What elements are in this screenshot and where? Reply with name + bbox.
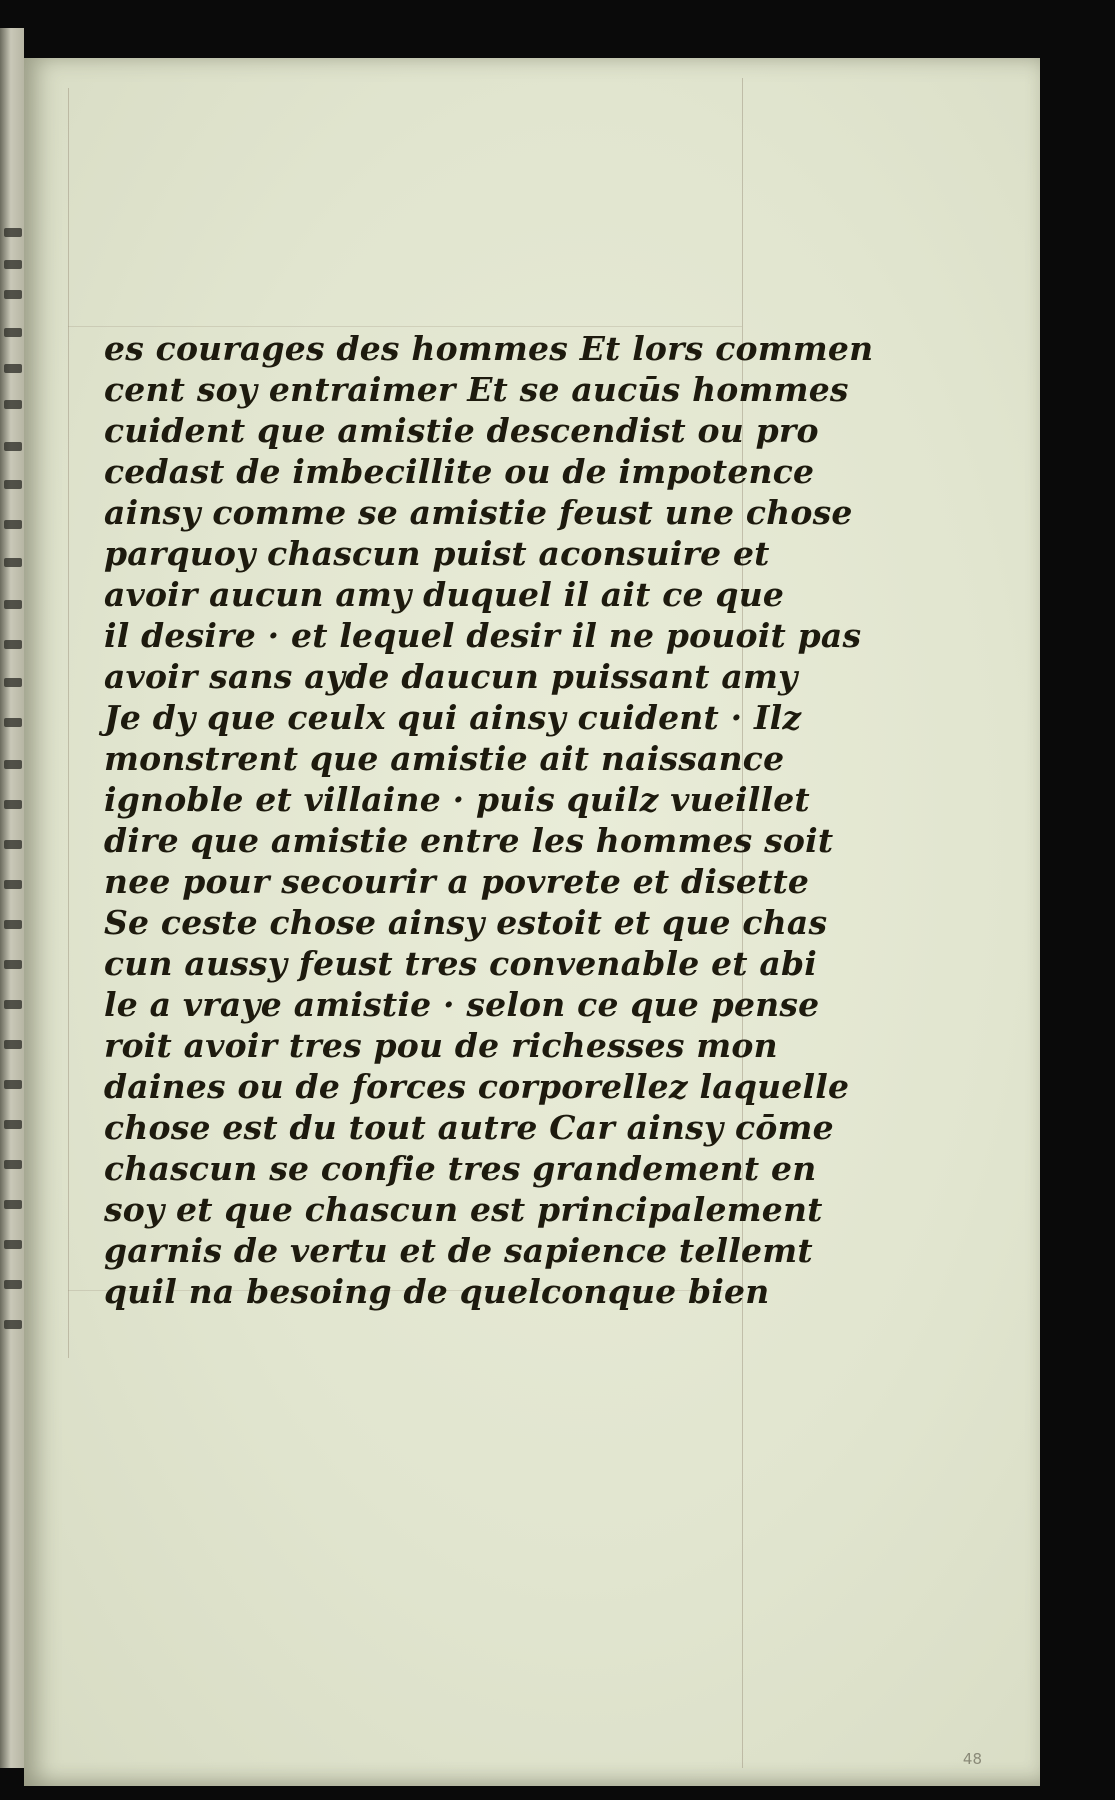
text-line: dire que amistie entre les hommes soit [104, 821, 834, 860]
text-line: chascun se confie tres grandement en [104, 1149, 817, 1188]
text-line: Se ceste chose ainsy estoit et que chas [104, 903, 828, 942]
text-line: cuident que amistie descendist ou pro [104, 411, 819, 450]
text-line: avoir sans ayde daucun puissant amy [104, 657, 798, 696]
folio-number: 48 [962, 1750, 982, 1768]
left-ruling-line [68, 88, 69, 1358]
text-line: es courages des hommes Et lors commen [104, 329, 874, 368]
top-ruling-line [68, 326, 742, 327]
facing-page-edge [0, 28, 24, 1768]
text-line: cedast de imbecillite ou de impotence [104, 452, 815, 491]
text-line: roit avoir tres pou de richesses mon [104, 1026, 778, 1065]
text-line: ignoble et villaine · puis quilz vueillet [104, 780, 810, 819]
text-line: garnis de vertu et de sapience tellemt [104, 1231, 813, 1270]
text-line: quil na besoing de quelconque bien [104, 1272, 770, 1311]
text-line: soy et que chascun est principalement [104, 1190, 823, 1229]
text-line: ainsy comme se amistie feust une chose [104, 493, 853, 532]
text-line: cent soy entraimer Et se aucūs hommes [104, 370, 849, 409]
text-line: le a vraye amistie · selon ce que pense [104, 985, 820, 1024]
text-line: monstrent que amistie ait naissance [104, 739, 785, 778]
manuscript-text-block [104, 328, 874, 1312]
text-line: parquoy chascun puist aconsuire et [104, 534, 770, 573]
text-line: chose est du tout autre Car ainsy cōme [104, 1108, 834, 1147]
text-line: daines ou de forces corporellez laquelle [104, 1067, 850, 1106]
text-line: nee pour secourir a povrete et disette [104, 862, 810, 901]
text-line: Je dy que ceulx qui ainsy cuident · Ilz [104, 698, 802, 737]
text-line: avoir aucun amy duquel il ait ce que [104, 575, 785, 614]
text-line: cun aussy feust tres convenable et abi [104, 944, 818, 983]
manuscript-page [24, 58, 1040, 1786]
text-line: il desire · et lequel desir il ne pouoit pas [104, 616, 862, 655]
